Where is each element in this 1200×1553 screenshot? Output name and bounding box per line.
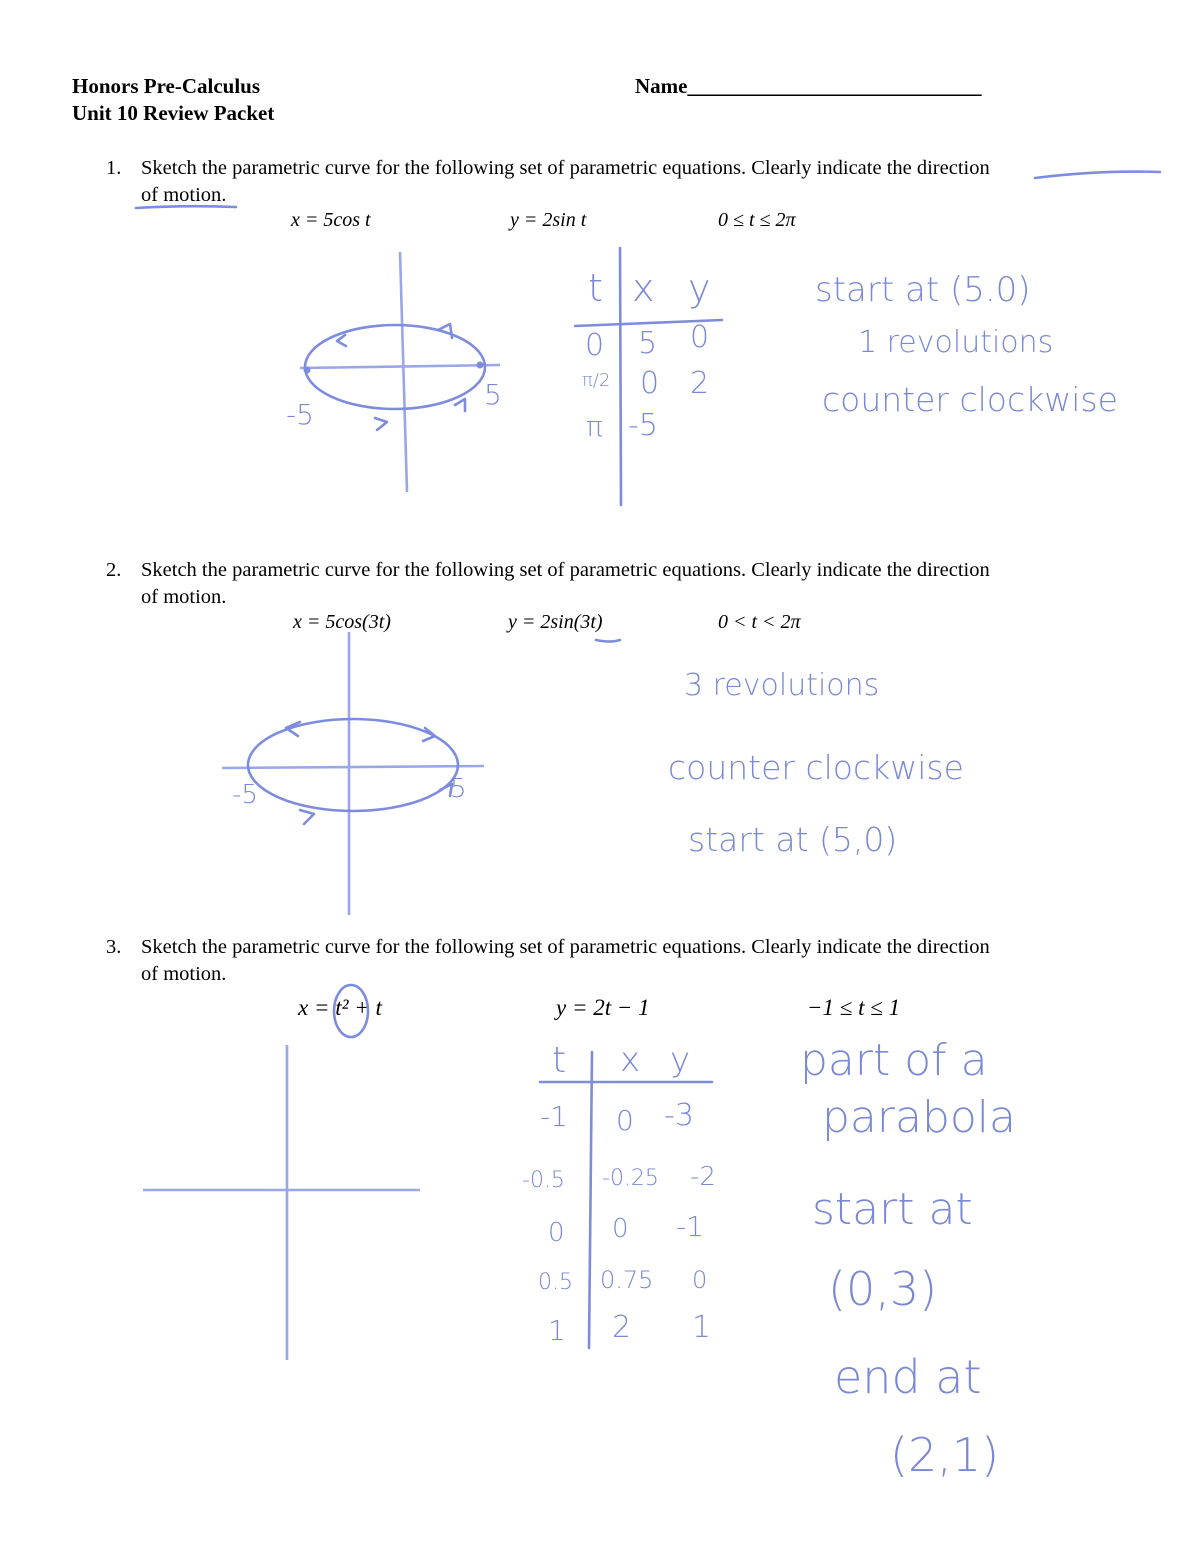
p3-note-part: part of a bbox=[800, 1035, 988, 1086]
p1-note-start: start at (5.0) bbox=[815, 270, 1031, 310]
table-header-t: t bbox=[552, 1040, 567, 1081]
table-cell: 0 bbox=[692, 1266, 708, 1294]
problem-2-y-equation: y = 2sin(3t) bbox=[508, 611, 603, 633]
problem-3-text-1: Sketch the parametric curve for the following set of parametric equations. Clearly indicate the direction bbox=[141, 936, 990, 958]
table-cell: 2 bbox=[690, 366, 710, 401]
table-cell: π/2 bbox=[582, 370, 611, 391]
direction-arrows bbox=[337, 324, 465, 430]
name-line: ____________________________ bbox=[687, 74, 982, 98]
table-header-y: y bbox=[688, 266, 711, 310]
table-header-x: x bbox=[620, 1040, 641, 1080]
table-cell: -1 bbox=[676, 1210, 704, 1243]
course-title: Honors Pre-Calculus bbox=[72, 74, 261, 98]
problem-1-x-equation: x = 5cos t bbox=[291, 209, 371, 231]
problem-3-t-range: −1 ≤ t ≤ 1 bbox=[807, 995, 901, 1020]
p1-label-5: 5 bbox=[484, 378, 502, 411]
problem-2-x-equation: x = 5cos(3t) bbox=[293, 611, 391, 633]
table-header-x: x bbox=[632, 266, 655, 310]
table-cell: 1 bbox=[692, 1310, 712, 1345]
problem-1-text-1: Sketch the parametric curve for the following set of parametric equations. Clearly indicate the direction bbox=[141, 157, 990, 179]
p2-note-direction: counter clockwise bbox=[668, 748, 964, 787]
unit-title: Unit 10 Review Packet bbox=[72, 101, 275, 125]
problem-3-table-lines bbox=[540, 1052, 712, 1348]
table-cell: -1 bbox=[540, 1100, 568, 1133]
table-cell: -0.5 bbox=[522, 1168, 565, 1193]
p3-note-start: start at bbox=[812, 1184, 973, 1235]
p2-note-revolutions: 3 revolutions bbox=[684, 668, 880, 703]
p1-note-revolutions: 1 revolutions bbox=[858, 325, 1054, 360]
problem-2-t-range: 0 < t < 2π bbox=[718, 611, 801, 633]
name-label: Name bbox=[635, 74, 688, 98]
problem-2-text-1: Sketch the parametric curve for the following set of parametric equations. Clearly indicate the direction bbox=[141, 559, 990, 581]
table-cell: 0.5 bbox=[538, 1270, 573, 1295]
table-header-t: t bbox=[588, 266, 603, 310]
3t-underline bbox=[596, 640, 620, 642]
p3-note-end-point: (2,1) bbox=[890, 1428, 1000, 1482]
p3-note-parabola: parabola bbox=[822, 1092, 1016, 1143]
t-squared-circle bbox=[334, 985, 368, 1037]
p1-label-neg5: -5 bbox=[286, 398, 314, 431]
table-cell: -0.25 bbox=[602, 1166, 659, 1191]
problem-1-graph bbox=[300, 252, 500, 492]
problem-3-graph bbox=[143, 985, 420, 1360]
table-cell: 1 bbox=[548, 1314, 566, 1347]
point-5 bbox=[477, 362, 484, 369]
p2-note-start: start at (5,0) bbox=[688, 820, 898, 859]
point-neg5 bbox=[304, 367, 311, 374]
direction-arrows bbox=[286, 722, 452, 824]
table-cell: -5 bbox=[628, 408, 658, 443]
problem-2-text-2: of motion. bbox=[141, 586, 227, 608]
table-cell: 0 bbox=[548, 1218, 565, 1248]
table-header-y: y bbox=[670, 1040, 691, 1080]
direction-underline bbox=[1035, 172, 1160, 178]
table-cell: 0.75 bbox=[600, 1266, 654, 1294]
p2-label-neg5: -5 bbox=[232, 780, 258, 810]
p3-note-start-point: (0,3) bbox=[828, 1262, 938, 1316]
table-cell: 5 bbox=[638, 326, 658, 361]
ellipse-curve bbox=[248, 719, 458, 811]
table-cell: 0 bbox=[616, 1104, 634, 1137]
problem-2-number: 2. bbox=[106, 559, 122, 581]
table-cell: 0 bbox=[640, 366, 660, 401]
problem-1-y-equation: y = 2sin t bbox=[510, 209, 587, 231]
problem-3-number: 3. bbox=[106, 936, 122, 958]
p2-label-5: 5 bbox=[450, 774, 467, 804]
table-cell: π bbox=[586, 410, 603, 443]
problem-3-y-equation: y = 2t − 1 bbox=[556, 995, 650, 1020]
table-cell: 0 bbox=[585, 328, 605, 363]
x-axis bbox=[222, 766, 484, 768]
problem-1-text-2: of motion. bbox=[141, 184, 227, 206]
x-axis bbox=[300, 365, 500, 368]
table-cell: 0 bbox=[690, 320, 710, 355]
p1-note-direction: counter clockwise bbox=[822, 380, 1118, 419]
y-axis bbox=[400, 252, 407, 492]
table-cell: 0 bbox=[612, 1214, 629, 1244]
table-cell: -2 bbox=[690, 1162, 716, 1192]
p3-note-end: end at bbox=[834, 1350, 982, 1404]
problem-3-text-2: of motion. bbox=[141, 963, 227, 985]
table-cell: -3 bbox=[664, 1098, 694, 1133]
motion-underline bbox=[136, 206, 236, 208]
problem-3-x-equation: x = t² + t bbox=[298, 995, 382, 1020]
problem-1-number: 1. bbox=[106, 157, 122, 179]
table-cell: 2 bbox=[612, 1310, 632, 1345]
problem-1-t-range: 0 ≤ t ≤ 2π bbox=[718, 209, 796, 231]
problem-2-graph bbox=[222, 632, 620, 915]
